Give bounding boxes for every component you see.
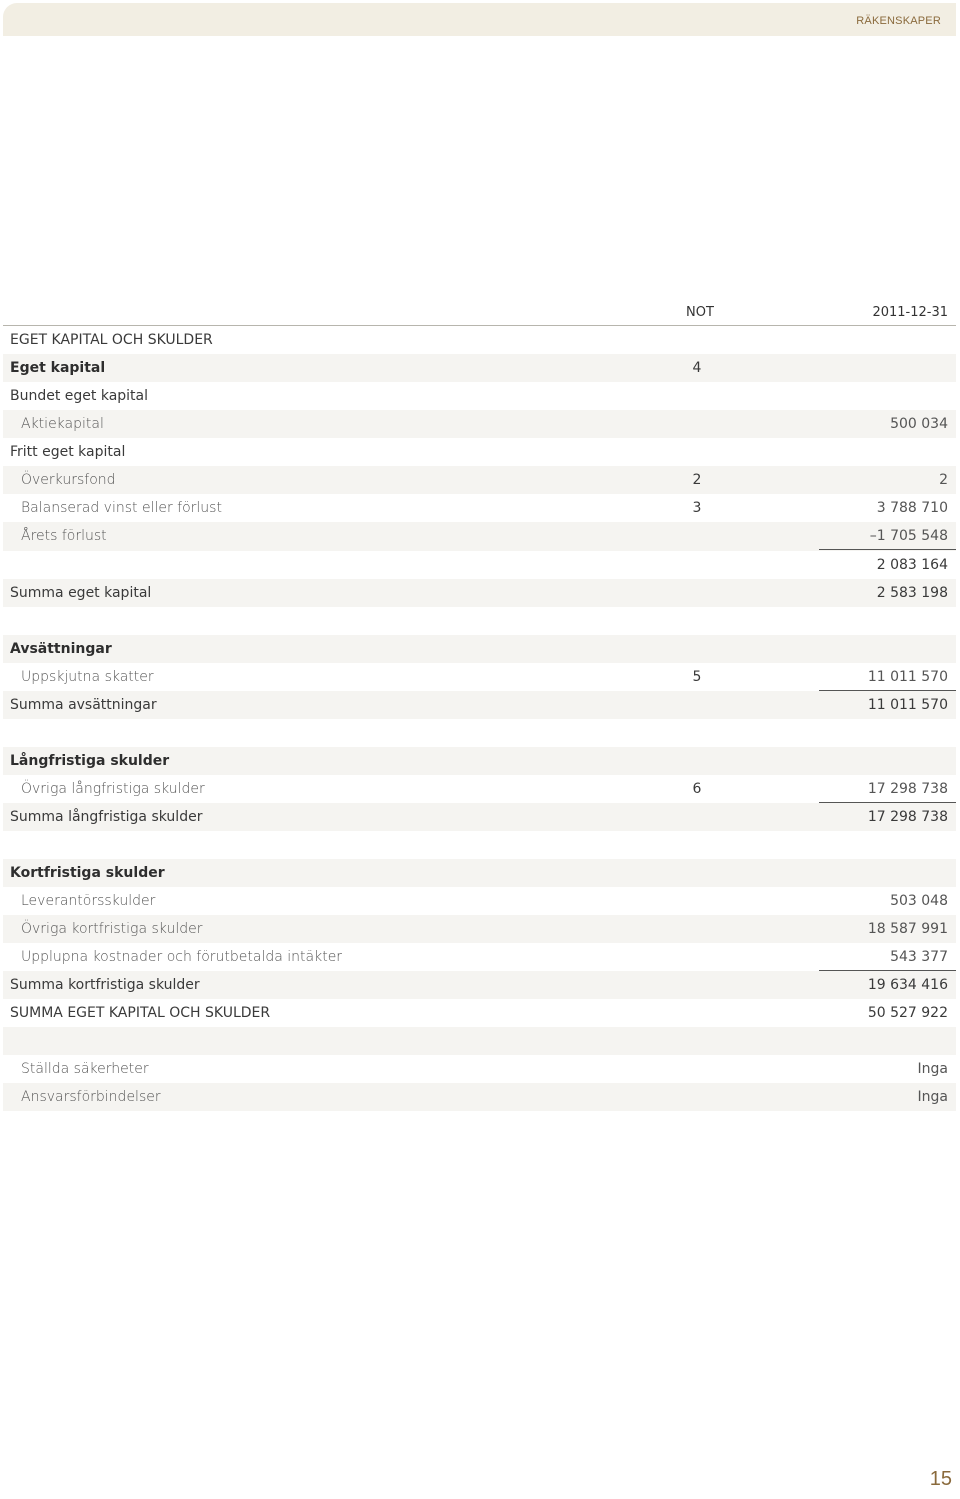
row-value: 3 788 710	[876, 500, 948, 516]
page-number: 15	[929, 1468, 952, 1490]
row-label: Aktiekapital	[21, 416, 104, 432]
spacer-row	[3, 831, 956, 859]
spacer-row	[3, 607, 956, 635]
row-label: Bundet eget kapital	[10, 388, 149, 404]
table-row	[3, 691, 956, 719]
row-value: 17 298 738	[867, 781, 948, 797]
row-label: Avsättningar	[10, 641, 112, 657]
table-row	[3, 859, 956, 887]
table-row	[3, 635, 956, 663]
row-value: Inga	[917, 1061, 948, 1077]
row-label: Eget kapital	[10, 360, 106, 376]
table-row	[3, 522, 956, 551]
table-row	[3, 326, 956, 354]
table-row	[3, 579, 956, 607]
row-label: Fritt eget kapital	[10, 444, 126, 460]
row-label: Övriga kortfristiga skulder	[21, 921, 203, 937]
spacer-row	[3, 1027, 956, 1055]
row-value: 50 527 922	[867, 1005, 948, 1021]
row-value: 500 034	[890, 416, 948, 432]
table-row	[3, 1055, 956, 1083]
row-value: Inga	[917, 1089, 948, 1105]
row-label: Överkursfond	[21, 472, 116, 488]
row-value: 19 634 416	[867, 977, 948, 993]
row-label: Övriga långfristiga skulder	[21, 781, 205, 797]
table-row	[3, 438, 956, 466]
row-label: SUMMA EGET KAPITAL OCH SKULDER	[10, 1005, 271, 1021]
row-label: Summa kortfristiga skulder	[10, 977, 200, 993]
table-row	[3, 466, 956, 494]
table-row	[3, 971, 956, 999]
row-label: Summa långfristiga skulder	[10, 809, 203, 825]
row-value: 2 083 164	[876, 557, 948, 573]
row-label: Långfristiga skulder	[10, 753, 170, 769]
note-column-header: NOT	[686, 305, 714, 320]
row-value: 2	[939, 472, 948, 488]
row-note: 2	[692, 472, 702, 488]
top-band	[3, 3, 956, 36]
table-row	[3, 551, 956, 579]
table-row	[3, 663, 956, 691]
table-row	[3, 915, 956, 943]
row-note: 6	[692, 781, 702, 797]
row-label: Balanserad vinst eller förlust	[21, 500, 222, 516]
row-label: Årets förlust	[21, 528, 107, 544]
row-note: 4	[692, 360, 702, 376]
row-note: 3	[692, 500, 702, 516]
row-value: –1 705 548	[869, 528, 948, 544]
table-row	[3, 775, 956, 803]
table-row	[3, 410, 956, 438]
section-label: RÄKENSKAPER	[856, 15, 941, 27]
row-label: Leverantörsskulder	[21, 893, 156, 909]
table-row	[3, 943, 956, 971]
row-value: 2 583 198	[876, 585, 948, 601]
table-row	[3, 747, 956, 775]
row-value: 503 048	[890, 893, 948, 909]
table-row	[3, 354, 956, 382]
row-note: 5	[692, 669, 702, 685]
row-value: 543 377	[890, 949, 948, 965]
row-label: Ansvarsförbindelser	[21, 1089, 161, 1105]
table-row	[3, 382, 956, 410]
table-row	[3, 803, 956, 831]
table-row	[3, 1083, 956, 1111]
date-column-header: 2011-12-31	[872, 305, 948, 320]
table-row	[3, 887, 956, 915]
row-value: 11 011 570	[867, 669, 948, 685]
table-row	[3, 494, 956, 522]
row-label: EGET KAPITAL OCH SKULDER	[10, 332, 213, 348]
subtotal-rule	[819, 549, 956, 550]
row-label: Summa avsättningar	[10, 697, 157, 713]
row-label: Ställda säkerheter	[21, 1061, 149, 1077]
row-label: Uppskjutna skatter	[21, 669, 154, 685]
table-row	[3, 999, 956, 1027]
row-label: Kortfristiga skulder	[10, 865, 165, 881]
row-label: Summa eget kapital	[10, 585, 152, 601]
row-value: 17 298 738	[867, 809, 948, 825]
row-value: 11 011 570	[867, 697, 948, 713]
spacer-row	[3, 719, 956, 747]
row-value: 18 587 991	[867, 921, 948, 937]
table-header	[3, 298, 956, 326]
row-label: Upplupna kostnader och förutbetalda intäkter	[21, 949, 343, 965]
balance-sheet-table	[3, 298, 956, 1111]
